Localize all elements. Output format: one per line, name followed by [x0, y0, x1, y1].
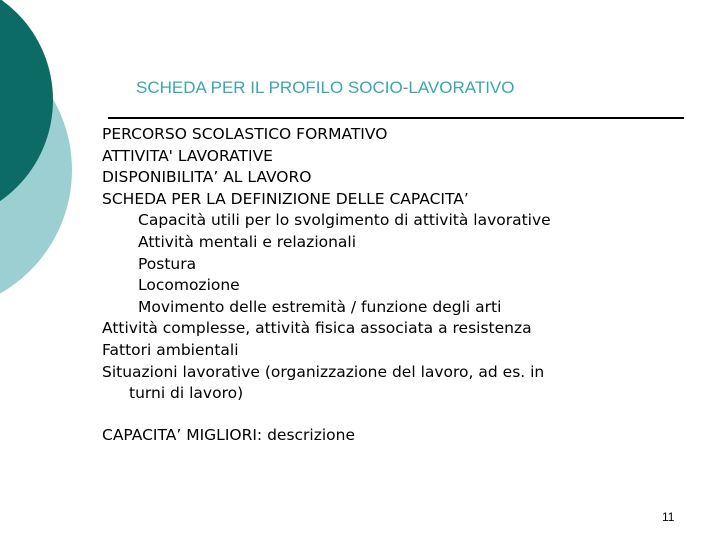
- list-item-scheda-capacita: SCHEDA PER LA DEFINIZIONE DELLE CAPACITA’: [102, 189, 469, 208]
- list-item-situazioni-lavorative: Situazioni lavorative (organizzazione del lavoro, ad es. in: [102, 362, 545, 381]
- sub-item-capacita-utili: Capacità utili per lo svolgimento di attività lavorative: [138, 211, 551, 230]
- list-item-fattori-ambientali: Fattori ambientali: [102, 340, 239, 359]
- sub-item-attivita-mentali: Attività mentali e relazionali: [138, 232, 357, 251]
- list-item-situazioni-continuation: turni di lavoro): [129, 384, 244, 403]
- best-capacities-label: CAPACITA’ MIGLIORI: descrizione: [102, 426, 356, 444]
- decorative-circles: [0, 0, 90, 300]
- page-number: 11: [662, 510, 675, 524]
- title-divider: [108, 117, 684, 119]
- sub-item-movimento: Movimento delle estremità / funzione degli arti: [138, 297, 502, 316]
- list-item-attivita-complesse: Attività complesse, attività fisica associata a resistenza: [102, 319, 532, 338]
- sub-item-locomozione: Locomozione: [138, 276, 240, 295]
- list-item-percorso: PERCORSO SCOLASTICO FORMATIVO: [102, 125, 388, 143]
- content-list: [102, 124, 702, 405]
- list-item-disponibilita: DISPONIBILITA’ AL LAVORO: [102, 168, 312, 187]
- slide-title: SCHEDA PER IL PROFILO SOCIO-LAVORATIVO: [136, 78, 515, 97]
- sub-item-postura: Postura: [138, 254, 197, 273]
- list-item-attivita-lavorative: ATTIVITA' LAVORATIVE: [102, 146, 273, 165]
